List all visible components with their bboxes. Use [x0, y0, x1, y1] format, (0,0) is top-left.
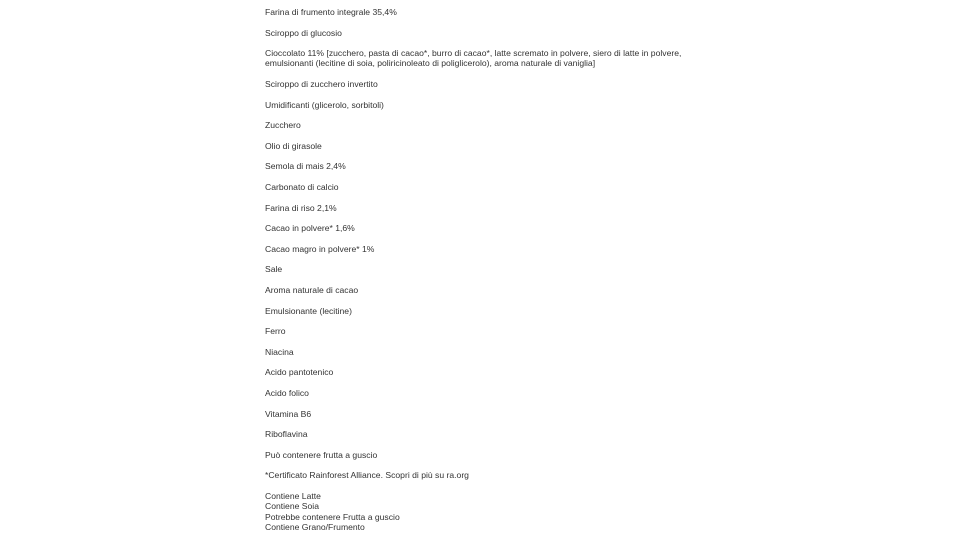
ingredient-item: Olio di girasole	[265, 141, 322, 151]
allergen-list	[265, 491, 400, 533]
ingredient-item: Ferro	[265, 326, 286, 336]
ingredient-item: Aroma naturale di cacao	[265, 285, 359, 295]
allergen-item: Contiene Latte	[265, 491, 321, 501]
ingredient-item: Farina di riso 2,1%	[265, 203, 337, 213]
ingredient-item: Acido pantotenico	[265, 367, 334, 377]
ingredient-item: Sciroppo di glucosio	[265, 28, 342, 38]
ingredient-item: Farina di frumento integrale 35,4%	[265, 7, 397, 17]
ingredient-item: Può contenere frutta a guscio	[265, 450, 378, 460]
ingredient-item: Cioccolato 11% [zucchero, pasta di cacao*, burro di cacao*, latte scremato in polvere, siero di latte in polvere, emulsionanti (lecitine di soia, poliricinoleato di poliglicerolo), aroma naturale di vaniglia]	[265, 48, 682, 69]
allergen-item: Contiene Soia	[265, 501, 319, 512]
ingredient-item: Acido folico	[265, 388, 309, 398]
allergen-item: Contiene Grano/Frumento	[265, 522, 365, 533]
allergen-item: Potrebbe contenere Frutta a guscio	[265, 511, 400, 522]
ingredient-item: Umidificanti (glicerolo, sorbitoli)	[265, 100, 384, 110]
ingredient-item: Zucchero	[265, 120, 301, 130]
ingredient-item: Sciroppo di zucchero invertito	[265, 79, 378, 89]
certification-note: *Certificato Rainforest Alliance. Scopri di più su ra.org	[265, 470, 469, 480]
ingredient-item: Niacina	[265, 347, 294, 357]
ingredient-item: Riboflavina	[265, 429, 308, 439]
ingredient-item: Vitamina B6	[265, 409, 312, 419]
ingredient-item: Cacao in polvere* 1,6%	[265, 223, 355, 233]
ingredient-item: Carbonato di calcio	[265, 182, 339, 192]
ingredient-item: Cacao magro in polvere* 1%	[265, 244, 375, 254]
ingredient-item: Semola di mais 2,4%	[265, 161, 346, 171]
ingredient-item: Emulsionante (lecitine)	[265, 306, 352, 316]
ingredient-item: Sale	[265, 264, 283, 274]
